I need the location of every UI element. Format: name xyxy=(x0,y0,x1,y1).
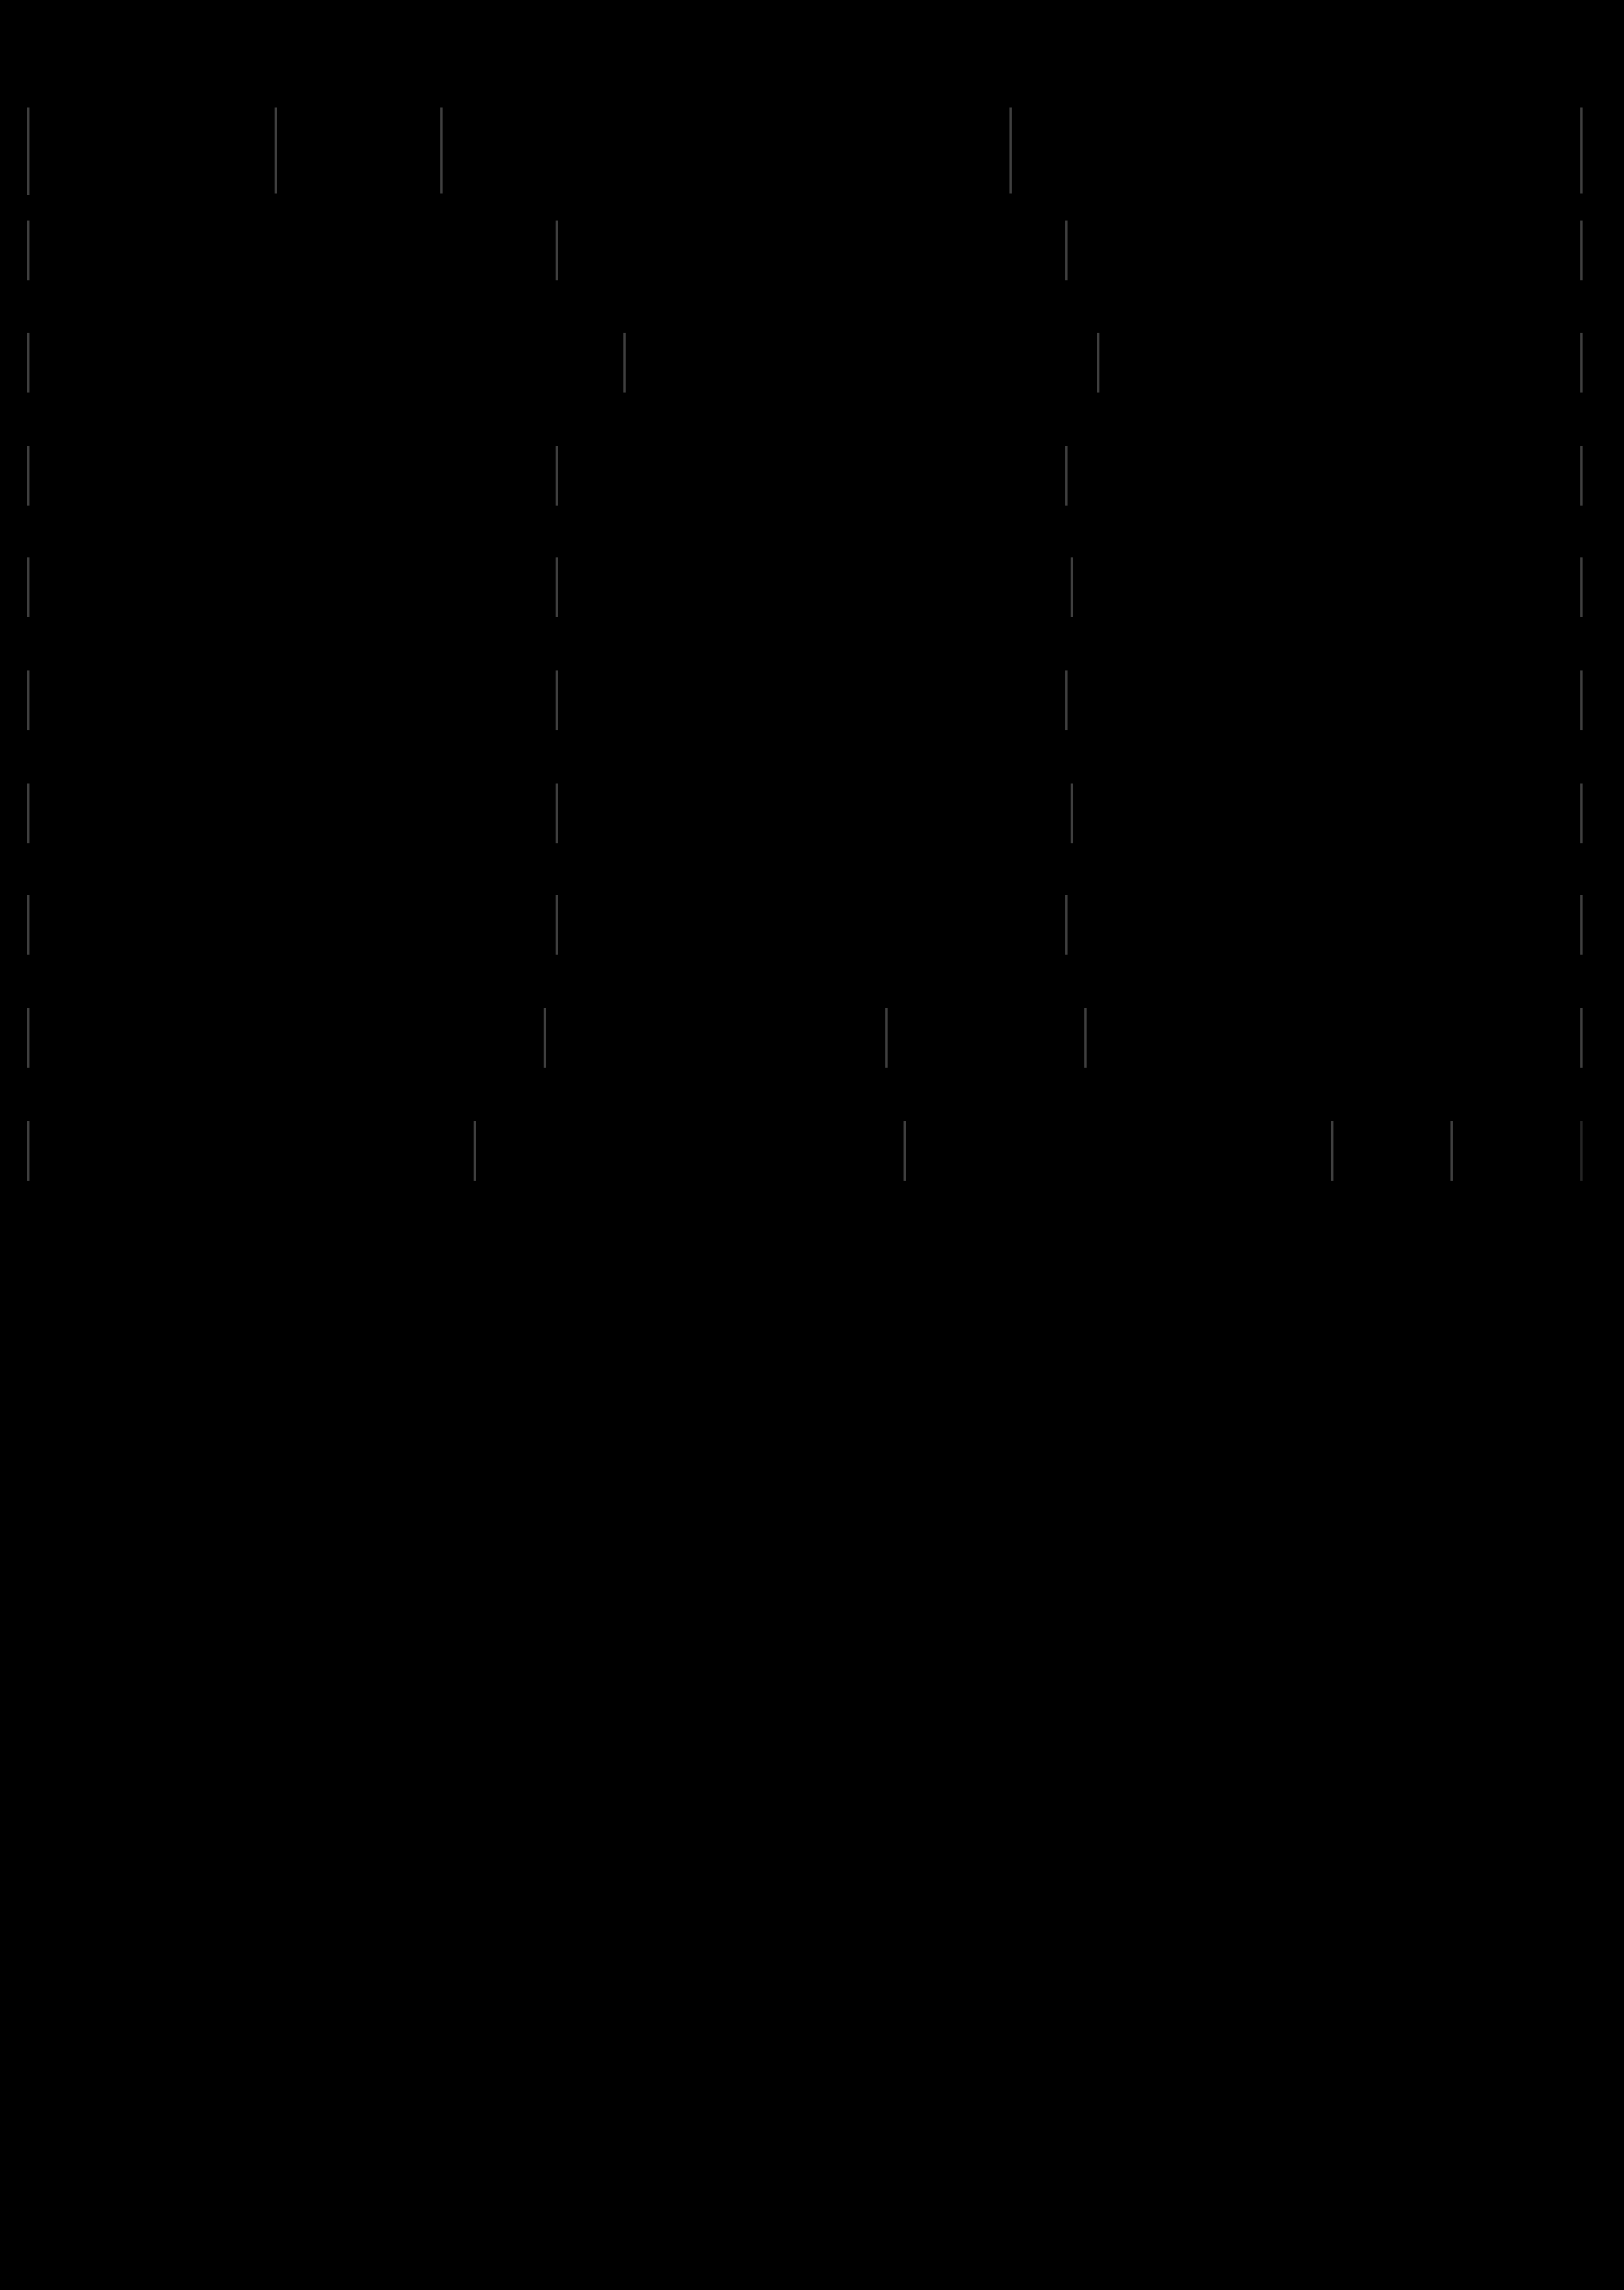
rule-mark xyxy=(27,895,29,955)
rule-mark xyxy=(904,1121,906,1181)
rule-mark xyxy=(1580,1008,1583,1068)
rule-mark xyxy=(1580,107,1583,193)
rule-mark xyxy=(27,107,29,195)
rule-mark xyxy=(1450,1121,1453,1181)
rule-mark xyxy=(1580,557,1583,617)
rule-mark xyxy=(1097,333,1099,393)
rule-mark xyxy=(556,557,558,617)
rule-mark xyxy=(275,107,277,193)
rule-mark xyxy=(1009,107,1012,193)
rule-mark xyxy=(1331,1121,1333,1181)
rule-mark xyxy=(885,1008,888,1068)
rule-mark xyxy=(1580,670,1583,730)
rule-mark xyxy=(1065,670,1068,730)
rule-mark xyxy=(1580,446,1583,506)
rule-mark xyxy=(27,670,29,730)
rule-mark xyxy=(1580,221,1583,280)
rule-mark xyxy=(556,221,558,280)
rule-mark xyxy=(27,784,29,843)
rule-mark xyxy=(544,1008,546,1068)
rule-mark xyxy=(1071,784,1073,843)
rule-mark xyxy=(1071,557,1073,617)
rule-mark xyxy=(27,333,29,393)
rule-mark xyxy=(1065,221,1068,280)
rule-mark xyxy=(556,784,558,843)
rule-mark xyxy=(1580,784,1583,843)
rule-mark xyxy=(474,1121,476,1181)
rule-mark xyxy=(1065,895,1068,955)
rule-mark xyxy=(1580,1121,1583,1181)
rule-mark xyxy=(1580,333,1583,393)
rule-mark xyxy=(1580,895,1583,955)
rule-mark xyxy=(1084,1008,1087,1068)
rule-mark xyxy=(27,221,29,280)
rule-mark xyxy=(27,1121,29,1181)
rule-mark xyxy=(27,446,29,506)
rule-mark xyxy=(27,557,29,617)
rule-mark xyxy=(556,670,558,730)
rule-mark xyxy=(440,107,443,193)
rule-mark xyxy=(556,895,558,955)
rule-mark xyxy=(556,446,558,506)
rule-mark xyxy=(27,1008,29,1068)
rule-mark xyxy=(623,333,626,393)
rule-mark xyxy=(1065,446,1068,506)
